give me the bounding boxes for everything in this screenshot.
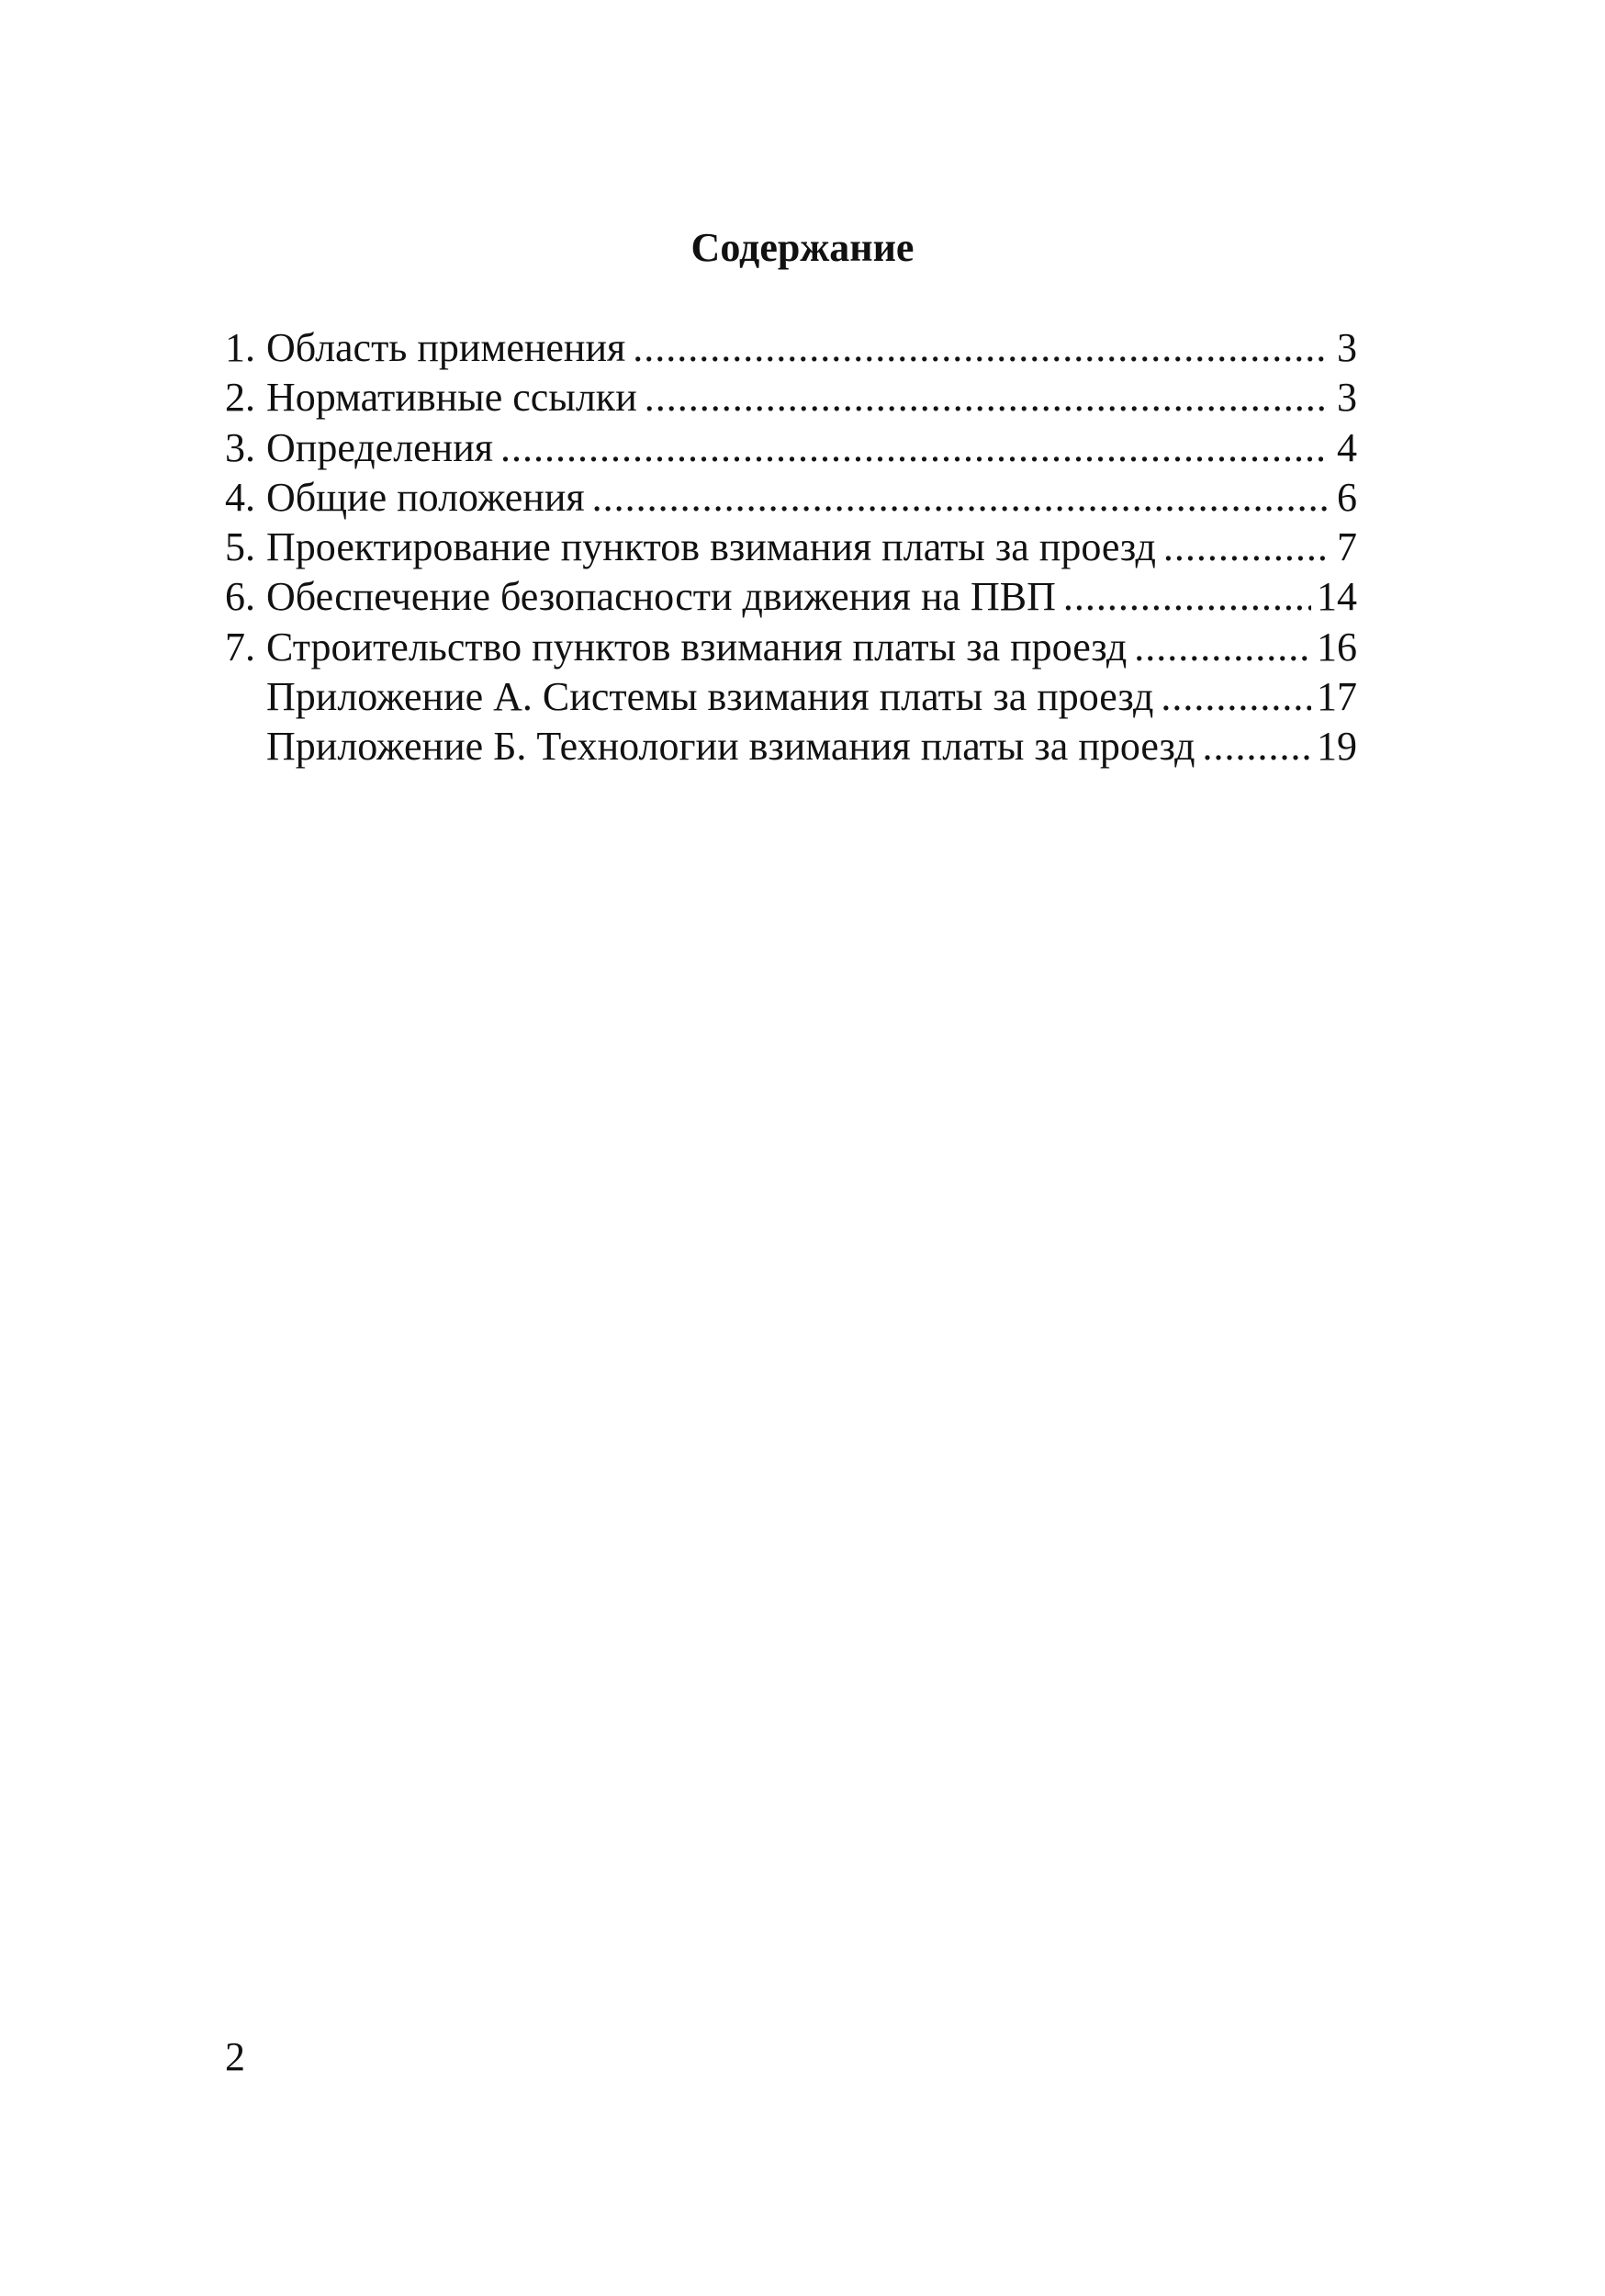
toc-entry-number: 6. [225,574,255,620]
toc-entry-number: 1. [225,325,255,370]
toc-entry-page: 3 [1337,325,1357,370]
toc-entry-label: Обеспечение безопасности движения на ПВП [266,574,1056,620]
toc-entry-number: 2. [225,375,255,421]
toc-entry-label: Нормативные ссылки [266,375,637,421]
toc-entry-number: 3. [225,424,255,470]
dot-leader [1163,523,1330,572]
toc-entry-label: Определения [266,424,494,470]
toc-entry [225,623,1357,672]
toc-entry-label: Приложение Б. Технологии взимания платы за проезд [266,724,1195,770]
dot-leader [1063,572,1311,622]
page-number: 2 [225,2034,245,2079]
toc-entry-label: Общие положения [266,474,585,520]
toc-entry-label: Приложение А. Системы взимания платы за проезд [266,674,1154,720]
toc-entry [225,523,1357,572]
toc-entry [225,572,1357,622]
dot-leader [1134,623,1311,672]
toc-entry-page: 7 [1337,524,1357,570]
toc-entry-page: 16 [1317,624,1357,670]
dot-leader [1202,722,1311,771]
dot-leader [645,373,1330,422]
toc-entry-number: 7. [225,624,255,670]
toc-entry-page: 17 [1317,674,1357,720]
toc-entry-page: 4 [1337,424,1357,470]
toc-entry [225,373,1357,422]
toc-entry [225,423,1357,473]
dot-leader [633,323,1330,373]
toc-title: Содержание [690,225,915,270]
toc-entry-label: Проектирование пунктов взимания платы за проезд [266,524,1156,570]
dot-leader [592,473,1330,523]
toc-entry-number: 5. [225,524,255,570]
toc-entry-appendix [225,672,1357,722]
toc-entry-page: 6 [1337,474,1357,520]
toc-entry-label: Область применения [266,325,626,370]
toc-entry [225,473,1357,523]
toc-entry-number: 4. [225,474,255,520]
toc-entry-page: 19 [1317,724,1357,770]
toc-entry-page: 14 [1317,574,1357,620]
toc-entry-page: 3 [1337,375,1357,421]
toc-entry-label: Строительство пунктов взимания платы за проезд [266,624,1128,670]
dot-leader [500,423,1330,473]
toc-entry-appendix [225,722,1357,771]
dot-leader [1161,672,1311,722]
table-of-contents [225,323,1357,772]
toc-entry [225,323,1357,373]
